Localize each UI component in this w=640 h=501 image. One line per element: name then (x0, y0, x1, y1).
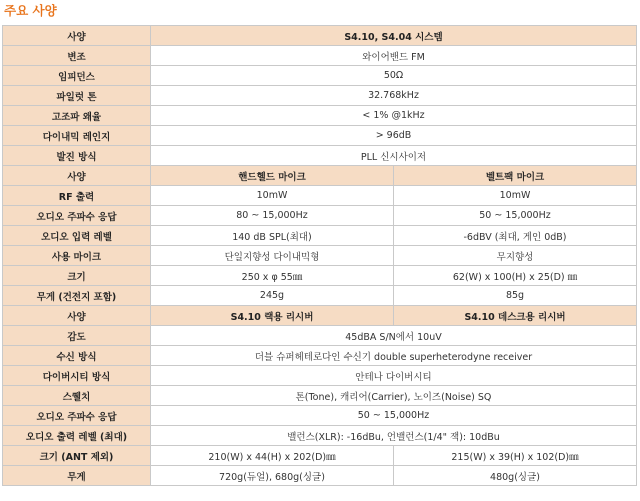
table-row (3, 386, 637, 406)
row-col1: 720g(듀얼), 680g(싱글) (151, 466, 394, 486)
row-label: 오디오 출력 레벨 (최대) (3, 426, 151, 446)
row-label: RF 출력 (3, 186, 151, 206)
row-label: 다이내믹 레인지 (3, 126, 151, 146)
row-label: 임피던스 (3, 66, 151, 86)
row-col1: 단일지향성 다이내믹형 (151, 246, 394, 266)
table-header-row (3, 26, 637, 46)
row-label: 스퀠치 (3, 386, 151, 406)
header-col1: 핸드헬드 마이크 (151, 166, 394, 186)
row-col2: 무지향성 (394, 246, 637, 266)
row-col1: 80 ~ 15,000Hz (151, 206, 394, 226)
row-label: 감도 (3, 326, 151, 346)
row-label: 수신 방식 (3, 346, 151, 366)
row-label: 오디오 주파수 응답 (3, 406, 151, 426)
header-col2: 벨트팩 마이크 (394, 166, 637, 186)
table-row (3, 46, 637, 66)
row-col2: 85g (394, 286, 637, 306)
header-col1: S4.10 랙용 리시버 (151, 306, 394, 326)
table-row (3, 206, 637, 226)
table-row (3, 366, 637, 386)
row-value: 50 ~ 15,000Hz (151, 406, 637, 426)
header-label: 사양 (3, 166, 151, 186)
row-label: 변조 (3, 46, 151, 66)
row-value: 밸런스(XLR): -16dBu, 언밸런스(1/4" 잭): 10dBu (151, 426, 637, 446)
row-label: 무게 (3, 466, 151, 486)
header-col2: S4.10 데스크용 리시버 (394, 306, 637, 326)
header-label: 사양 (3, 306, 151, 326)
row-col1: 140 dB SPL(최대) (151, 226, 394, 246)
table-row (3, 466, 637, 486)
row-col2: 215(W) x 39(H) x 102(D)㎜ (394, 446, 637, 466)
table-row (3, 406, 637, 426)
row-label: 파일럿 톤 (3, 86, 151, 106)
row-col1: 245g (151, 286, 394, 306)
table-row (3, 146, 637, 166)
row-col1: 250 x φ 55㎜ (151, 266, 394, 286)
table-row (3, 346, 637, 366)
table-row (3, 446, 637, 466)
row-label: 오디오 입력 레벨 (3, 226, 151, 246)
header-label: 사양 (3, 26, 151, 46)
row-value: < 1% @1kHz (151, 106, 637, 126)
table-row (3, 286, 637, 306)
spec-table (2, 25, 637, 486)
table-row (3, 226, 637, 246)
header-value: S4.10, S4.04 시스템 (151, 26, 637, 46)
row-label: 무게 (건전지 포함) (3, 286, 151, 306)
row-value: 더블 슈퍼헤테로다인 수신기 double superheterodyne receiver (151, 346, 637, 366)
row-label: 발진 방식 (3, 146, 151, 166)
row-col2: 10mW (394, 186, 637, 206)
row-label: 고조파 왜율 (3, 106, 151, 126)
row-value: 32.768kHz (151, 86, 637, 106)
row-label: 크기 (3, 266, 151, 286)
table-header-row (3, 306, 637, 326)
row-col2: 50 ~ 15,000Hz (394, 206, 637, 226)
table-row (3, 426, 637, 446)
row-col1: 10mW (151, 186, 394, 206)
table-row (3, 326, 637, 346)
table-row (3, 126, 637, 146)
row-value: 와이어밴드 FM (151, 46, 637, 66)
row-value: PLL 신시사이저 (151, 146, 637, 166)
table-row (3, 66, 637, 86)
table-row (3, 86, 637, 106)
row-label: 크기 (ANT 제외) (3, 446, 151, 466)
row-value: 45dBA S/N에서 10uV (151, 326, 637, 346)
row-value: 톤(Tone), 캐리어(Carrier), 노이즈(Noise) SQ (151, 386, 637, 406)
table-row (3, 266, 637, 286)
table-row (3, 106, 637, 126)
row-col1: 210(W) x 44(H) x 202(D)㎜ (151, 446, 394, 466)
row-col2: 62(W) x 100(H) x 25(D) ㎜ (394, 266, 637, 286)
row-label: 다이버시티 방식 (3, 366, 151, 386)
row-value: > 96dB (151, 126, 637, 146)
row-label: 오디오 주파수 응답 (3, 206, 151, 226)
table-row (3, 246, 637, 266)
table-row (3, 186, 637, 206)
row-value: 50Ω (151, 66, 637, 86)
section-title: 주요 사양 (4, 3, 57, 18)
row-col2: -6dBV (최대, 게인 0dB) (394, 226, 637, 246)
row-col2: 480g(싱글) (394, 466, 637, 486)
table-header-row (3, 166, 637, 186)
row-value: 안테나 다이버시티 (151, 366, 637, 386)
row-label: 사용 마이크 (3, 246, 151, 266)
